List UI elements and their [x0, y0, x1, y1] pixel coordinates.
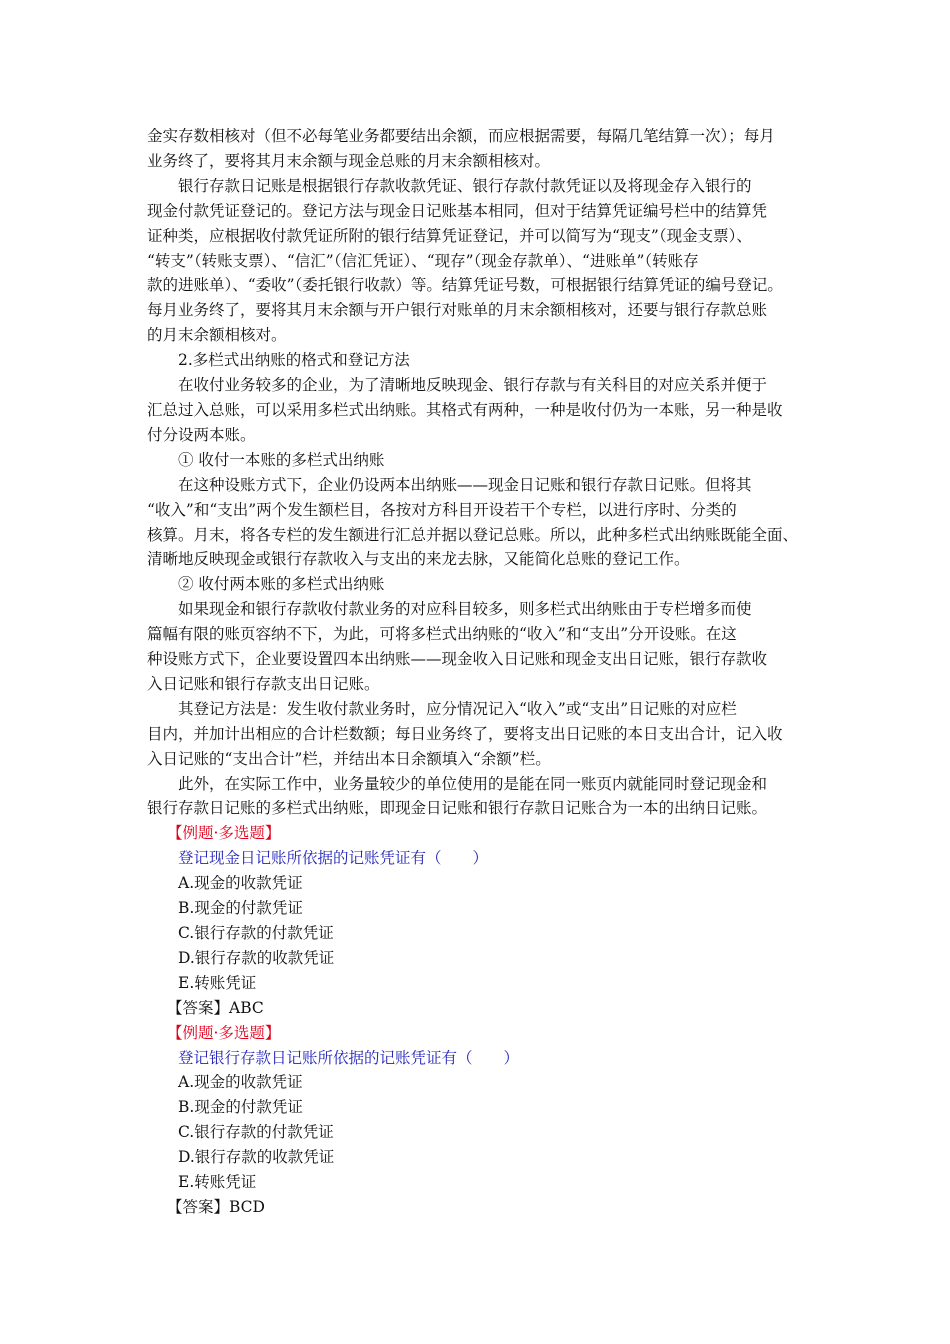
question-text: 登记现金日记账所依据的记账凭证有（ ）	[178, 849, 489, 868]
text-line: 如果现金和银行存款收付款业务的对应科目较多，则多栏式出纳账由于专栏增多而使	[178, 600, 752, 619]
text-line: 每月业务终了，要将其月末余额与开户银行对账单的月末余额相核对，还要与银行存款总账	[147, 301, 768, 320]
option-e: E.转账凭证	[178, 973, 257, 992]
option-b: B.现金的付款凭证	[178, 899, 303, 918]
example-question-2	[147, 1021, 807, 1220]
text-line: 在这种设账方式下，企业仍设两本出纳账——现金日记账和银行存款日记账。但将其	[178, 475, 752, 494]
multi-column-paragraph	[147, 373, 807, 448]
example-question-1	[147, 821, 807, 1020]
question-text: 登记银行存款日记账所依据的记账凭证有（ ）	[178, 1048, 520, 1067]
text-line: 的月末余额相核对。	[147, 326, 287, 345]
option-e: E.转账凭证	[178, 1173, 257, 1192]
text-line: 清晰地反映现金或银行存款收入与支出的来龙去脉，又能简化总账的登记工作。	[147, 550, 690, 569]
text-line: 证种类，应根据收付款凭证所附的银行结算凭证登记，并可以简写为“现支”（现金支票）、	[147, 226, 752, 245]
text-line: 银行存款日记账是根据银行存款收款凭证、银行存款付款凭证以及将现金存入银行的	[178, 176, 752, 195]
text-line: 款的进账单）、“委收”（委托银行收款）等。结算凭证号数，可根据银行结算凭证的编号登记。	[147, 276, 783, 295]
text-line: 银行存款日记账的多栏式出纳账，即现金日记账和银行存款日记账合为一本的出纳日记账。	[147, 799, 768, 818]
bank-journal-paragraph	[147, 174, 807, 348]
text-line: “收入”和“支出”两个发生额栏目，各按对方科目开设若干个专栏，以进行序时、分类的	[147, 500, 737, 519]
section-heading: 2.多栏式出纳账的格式和登记方法	[178, 351, 410, 370]
option-c: C.银行存款的付款凭证	[178, 924, 334, 942]
document-page	[147, 124, 807, 1220]
subsection-heading: ② 收付两本账的多栏式出纳账	[178, 575, 385, 594]
option-b: B.现金的付款凭证	[178, 1098, 303, 1117]
example-tag: 【例题·多选题】	[167, 824, 281, 843]
practice-paragraph	[147, 772, 807, 822]
text-line: 此外，在实际工作中，业务量较少的单位使用的是能在同一账页内就能同时登记现金和	[178, 774, 768, 793]
text-line: 现金付款凭证登记的。登记方法与现金日记账基本相同，但对于结算凭证编号栏中的结算凭	[147, 201, 768, 220]
text-line: “转支”（转账支票）、“信汇”（信汇凭证）、“现存”（现金存款单）、“进账单”（转账存	[147, 251, 699, 270]
method-paragraph	[147, 697, 807, 772]
option-d: D.银行存款的收款凭证	[178, 948, 335, 967]
text-line: 入日记账和银行存款支出日记账。	[147, 674, 380, 693]
option-c: C.银行存款的付款凭证	[178, 1123, 334, 1142]
text-line: 核算。月末，将各专栏的发生额进行汇总并据以登记总账。所以，此种多栏式出纳账既能全面、	[147, 525, 799, 544]
answer-text: 【答案】ABC	[167, 998, 264, 1017]
option-a: A.现金的收款凭证	[178, 874, 303, 893]
text-line: 目内，并加计出相应的合计栏数额；每日业务终了，要将支出日记账的本日支出合计，记入收	[147, 724, 783, 743]
text-line: 金实存数相核对（但不必每笔业务都要结出余额，而应根据需要，每隔几笔结算一次）；每月	[147, 127, 775, 145]
text-line: 其登记方法是：发生收付款业务时，应分情况记入“收入”或“支出”日记账的对应栏	[178, 699, 737, 718]
text-line: 汇总过入总账，可以采用多栏式出纳账。其格式有两种，一种是收付仍为一本账，另一种是收	[147, 400, 783, 419]
text-line: 业务终了，要将其月末余额与现金总账的月末余额相核对。	[147, 151, 551, 170]
two-book-paragraph	[147, 597, 807, 697]
one-book-paragraph	[147, 473, 807, 573]
text-line: 付分设两本账。	[147, 425, 256, 444]
text-line: 在收付业务较多的企业，为了清晰地反映现金、银行存款与有关科目的对应关系并便于	[178, 376, 768, 395]
answer-text: 【答案】BCD	[167, 1197, 265, 1216]
option-a: A.现金的收款凭证	[178, 1073, 303, 1092]
text-line: 入日记账的“支出合计”栏，并结出本日余额填入“余额”栏。	[147, 749, 551, 768]
text-line: 篇幅有限的账页容纳不下，为此，可将多栏式出纳账的“收入”和“支出”分开设账。在这	[147, 625, 737, 644]
intro-paragraph	[147, 124, 807, 174]
subsection-heading: ① 收付一本账的多栏式出纳账	[178, 450, 385, 469]
option-d: D.银行存款的收款凭证	[178, 1148, 335, 1167]
example-tag: 【例题·多选题】	[167, 1023, 281, 1042]
text-line: 种设账方式下，企业要设置四本出纳账——现金收入日记账和现金支出日记账，银行存款收	[147, 650, 768, 669]
